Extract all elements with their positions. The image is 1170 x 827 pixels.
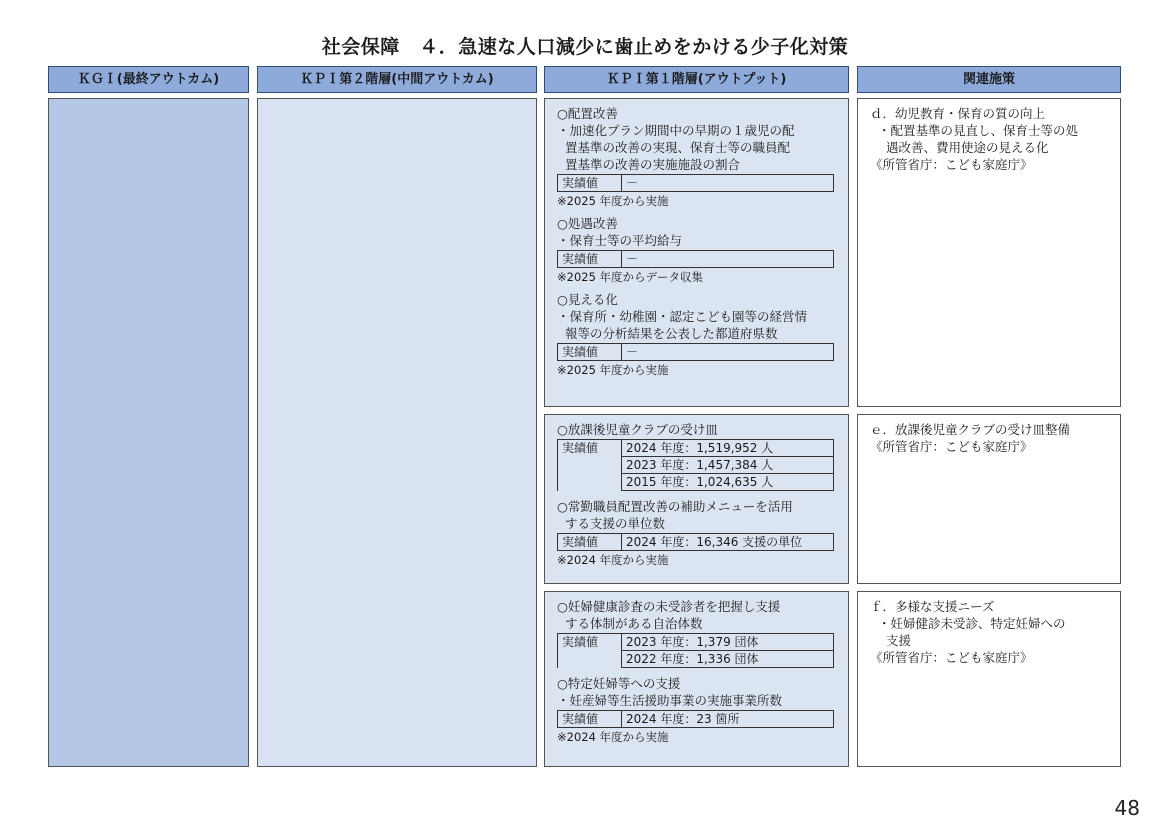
kpi-note: ※2024 年度から実施 [557, 553, 669, 567]
results-table [557, 174, 834, 192]
kpi-note: ※2025 年度から実施 [557, 363, 669, 377]
results-label: 実績値 [558, 711, 622, 728]
results-label: 実績値 [558, 175, 622, 192]
results-value: 2023 年度：1,379 団体 [622, 634, 834, 651]
kpi-note: ※2024 年度から実施 [557, 730, 669, 744]
kpi1-box-quality [544, 98, 849, 407]
kpi-item-heading: ○見える化 [557, 292, 618, 307]
policy-text: ・妊婦健診未受診、特定妊婦への [878, 616, 1066, 631]
header-policy: 関連施策 [857, 66, 1121, 93]
kpi-item-text: ○妊婦健康診査の未受診者を把握し支援 [557, 599, 781, 614]
header-kpi1: ＫＰＩ第１階層(アウトプット) [544, 66, 849, 93]
kpi-item-text: ○常勤職員配置改善の補助メニューを活用 [557, 499, 793, 514]
policy-box-pregnancy [857, 591, 1121, 767]
kpi-item-text: 報等の分析結果を公表した都道府県数 [565, 326, 778, 341]
kpi-item-heading: ○特定妊婦等への支援 [557, 676, 681, 691]
kpi-item-heading: ○放課後児童クラブの受け皿 [557, 422, 718, 437]
results-label: 実績値 [558, 344, 622, 361]
header-kgi: ＫＧＩ(最終アウトカム) [48, 66, 249, 93]
policy-text: ・配置基準の見直し、保育士等の処 [878, 123, 1079, 138]
results-label: 実績値 [558, 534, 622, 551]
kpi1-box-afterschool [544, 414, 849, 584]
kpi-note: ※2025 年度からデータ収集 [557, 270, 704, 284]
kpi-item-text: ・妊産婦等生活援助事業の実施事業所数 [557, 693, 783, 708]
policy-heading: ｄ．幼児教育・保育の質の向上 [870, 106, 1046, 121]
results-value: 2022 年度：1,336 団体 [622, 651, 834, 668]
kpi-item-text: する支援の単位数 [565, 516, 666, 531]
kpi-item-heading: ○処遇改善 [557, 216, 618, 231]
results-table [557, 439, 834, 491]
results-table [557, 533, 834, 551]
results-table [557, 343, 834, 361]
results-table [557, 633, 834, 668]
kpi-item-text: する体制がある自治体数 [565, 616, 703, 631]
kpi-note: ※2025 年度から実施 [557, 194, 669, 208]
policy-box-afterschool [857, 414, 1121, 584]
kpi-item-text: ・保育士等の平均給与 [557, 233, 683, 248]
results-label: 実績値 [558, 251, 622, 268]
kpi-item-text: 置基準の改善の実施施設の割合 [565, 157, 741, 172]
header-kpi2: ＫＰＩ第２階層(中間アウトカム) [257, 66, 537, 93]
results-value: － [622, 251, 834, 268]
results-value: － [622, 175, 834, 192]
results-table [557, 710, 834, 728]
page-title: 社会保障 ４．急速な人口減少に歯止めをかける少子化対策 [321, 36, 849, 58]
policy-heading: ｆ．多様な支援ニーズ [870, 599, 995, 614]
page-number: 48 [1114, 796, 1140, 820]
policy-text: 遇改善、費用使途の見える化 [886, 140, 1049, 155]
kgi-column [48, 98, 249, 767]
results-value: 2024 年度：23 箇所 [622, 711, 834, 728]
results-table [557, 250, 834, 268]
policy-ministry: 《所管省庁：こども家庭庁》 [870, 157, 1033, 172]
kpi2-column [257, 98, 537, 767]
results-label: 実績値 [558, 634, 622, 651]
results-value: 2015 年度：1,024,635 人 [622, 474, 834, 491]
kpi-item-text: ・保育所・幼稚園・認定こども園等の経営情 [557, 309, 808, 324]
kpi-item-heading: ○配置改善 [557, 106, 618, 121]
policy-text: 支援 [886, 633, 912, 648]
policy-ministry: 《所管省庁：こども家庭庁》 [870, 439, 1033, 454]
results-value: 2023 年度：1,457,384 人 [622, 457, 834, 474]
kpi1-box-pregnancy [544, 591, 849, 767]
policy-ministry: 《所管省庁：こども家庭庁》 [870, 650, 1033, 665]
results-value: 2024 年度：1,519,952 人 [622, 440, 834, 457]
results-value: 2024 年度：16,346 支援の単位 [622, 534, 834, 551]
policy-heading: ｅ．放課後児童クラブの受け皿整備 [870, 422, 1071, 437]
results-label: 実績値 [558, 440, 622, 457]
kpi-item-text: ・加速化プラン期間中の早期の１歳児の配 [557, 123, 795, 138]
policy-box-quality [857, 98, 1121, 407]
kpi-item-text: 置基準の改善の実現、保育士等の職員配 [565, 140, 791, 155]
results-value: － [622, 344, 834, 361]
